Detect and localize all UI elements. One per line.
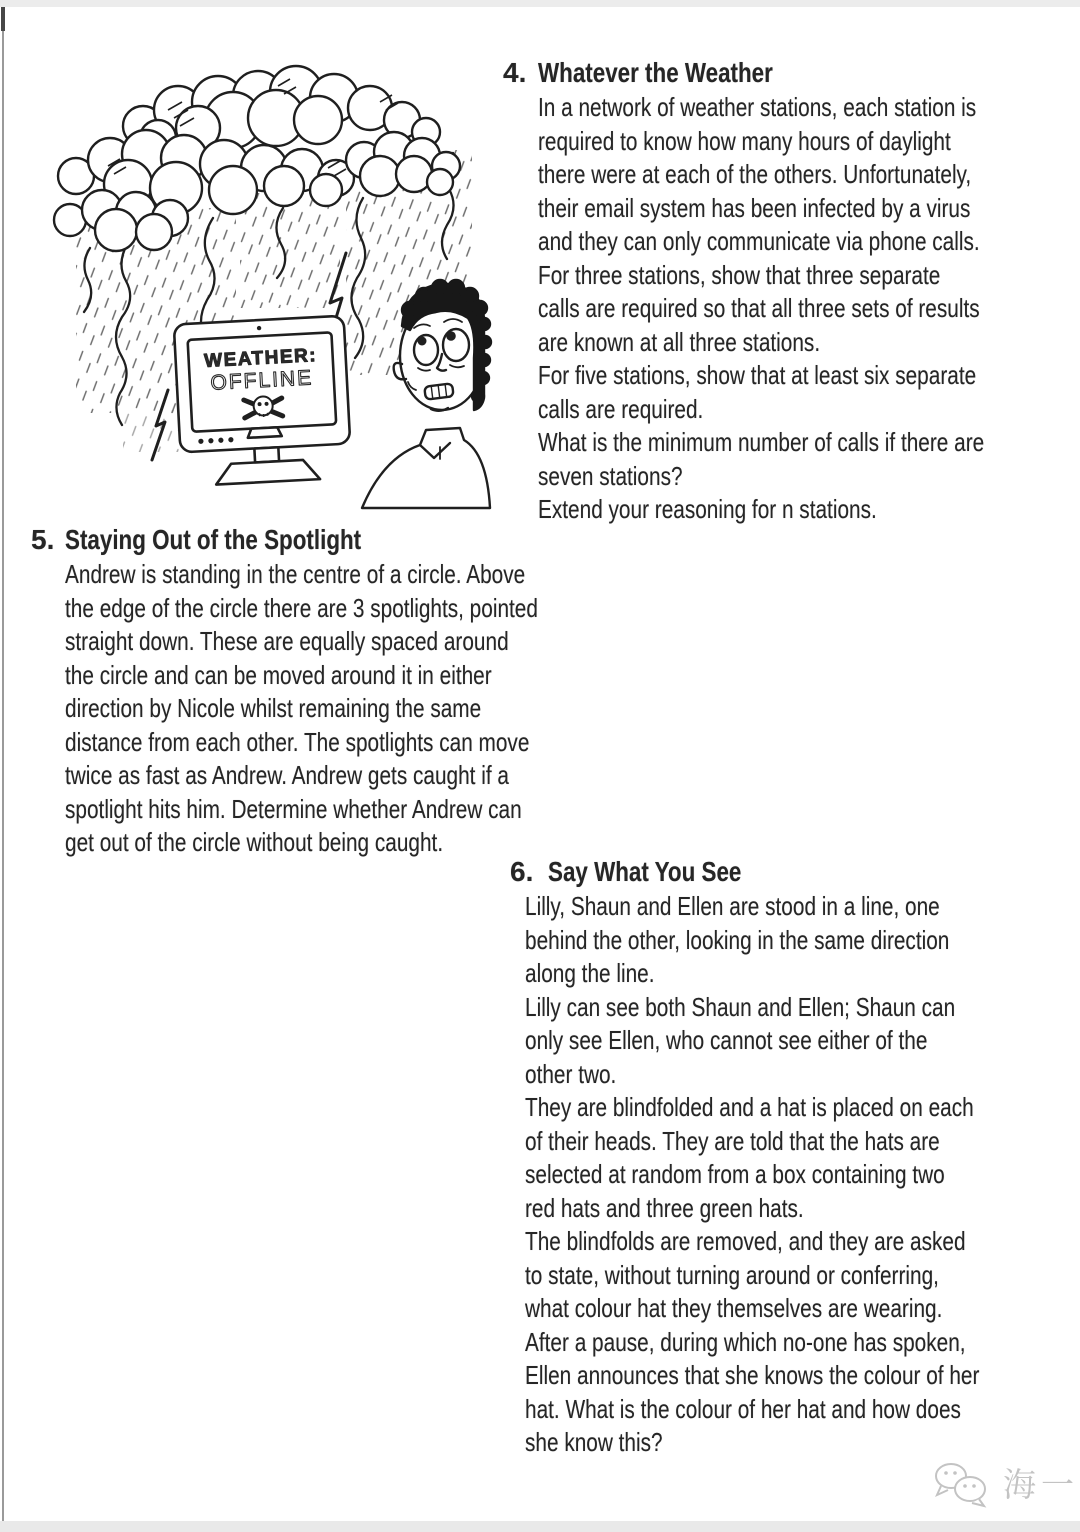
computer-monitor — [174, 316, 352, 487]
text-line: In a network of weather stations, each station is — [538, 92, 977, 122]
text-line: calls are required. — [538, 393, 704, 424]
text-line: Ellen announces that she knows the colour of her — [525, 1360, 980, 1390]
problem-5-heading — [31, 522, 656, 557]
text-line: and they can only communicate via phone calls. — [538, 226, 980, 256]
wechat-icon — [928, 1460, 994, 1508]
problem-body — [525, 890, 1080, 1460]
weather-offline-text-line1: WEATHER: — [203, 345, 318, 373]
page-edge-top — [0, 0, 1080, 7]
text-line: selected at random from a box containing two — [525, 1159, 945, 1189]
text-line: calls are required so that all three sets of results — [538, 293, 980, 323]
problem-number: 6. — [510, 856, 534, 887]
page-edge-bottom — [0, 1521, 1080, 1532]
problem-number: 5. — [31, 524, 55, 555]
problem-body — [538, 91, 1080, 527]
man-shoulders — [362, 428, 490, 508]
problem-4 — [503, 55, 1080, 527]
text-line: Lilly can see both Shaun and Ellen; Shaun can — [525, 991, 956, 1022]
watermark — [928, 1460, 1079, 1508]
text-line: seven stations? — [538, 460, 683, 491]
text-line: she know this? — [525, 1427, 663, 1457]
text-line: distance from each other. The spotlights can move — [65, 726, 530, 757]
text-line: the edge of the circle there are 3 spotlights, pointed — [65, 592, 538, 623]
text-line: required to know how many hours of daylight — [538, 125, 951, 156]
text-line: along the line. — [525, 958, 655, 988]
text-line: their email system has been infected by a virus — [538, 192, 971, 223]
problem-4-heading — [503, 55, 1080, 90]
text-line: spotlight hits him. Determine whether Andrew can — [65, 793, 522, 824]
page-edge-left — [2, 7, 4, 1521]
man-mouth — [424, 383, 453, 399]
weather-cartoon-illustration — [28, 58, 498, 510]
text-line: only see Ellen, who cannot see either of the — [525, 1025, 928, 1055]
text-line: For five stations, show that at least six separate — [538, 360, 977, 390]
text-line: For three stations, show that three separate — [538, 259, 941, 290]
text-line: the circle and can be moved around it in either — [65, 659, 492, 690]
text-line: After a pause, during which no-one has spoken, — [525, 1326, 966, 1357]
text-line: red hats and three green hats. — [525, 1192, 804, 1223]
text-line: to state, without turning around or conferring, — [525, 1259, 939, 1290]
text-line: of their heads. They are told that the hats are — [525, 1125, 940, 1156]
text-line: Andrew is standing in the centre of a circle. Above — [65, 559, 526, 589]
text-line: there were at each of the others. Unfortunately, — [538, 159, 972, 189]
weather-offline-text-line2: OFFLINE — [209, 366, 314, 395]
problem-6-heading — [510, 854, 1080, 889]
text-line: other two. — [525, 1058, 617, 1089]
text-line: Extend your reasoning for n stations. — [538, 494, 877, 524]
monitor-button-tab — [247, 427, 281, 438]
text-line: twice as fast as Andrew. Andrew gets caught if a — [65, 760, 509, 790]
text-line: The blindfolds are removed, and they are asked — [525, 1226, 966, 1256]
text-line: get out of the circle without being caught. — [65, 827, 444, 857]
text-line: hat. What is the colour of her hat and how does — [525, 1393, 961, 1424]
problem-title: Say What You See — [548, 856, 742, 887]
text-line: They are blindfolded and a hat is placed on each — [525, 1092, 974, 1122]
problem-number: 4. — [503, 57, 527, 88]
watermark-text: 海一 — [1003, 1465, 1079, 1503]
problem-5 — [31, 522, 656, 860]
text-line: straight down. These are equally spaced around — [65, 626, 509, 656]
text-line: Lilly, Shaun and Ellen are stood in a line, one — [525, 891, 940, 921]
problem-body — [65, 558, 656, 860]
text-line: are known at all three stations. — [538, 326, 821, 357]
text-line: direction by Nicole whilst remaining the same — [65, 693, 482, 723]
text-line: What is the minimum number of calls if there are — [538, 427, 985, 457]
problem-6 — [510, 854, 1080, 1460]
problem-title: Staying Out of the Spotlight — [65, 524, 362, 555]
text-line: behind the other, looking in the same direction — [525, 924, 950, 955]
text-line: what colour hat they themselves are wearing. — [525, 1293, 943, 1323]
problem-title: Whatever the Weather — [538, 57, 773, 88]
